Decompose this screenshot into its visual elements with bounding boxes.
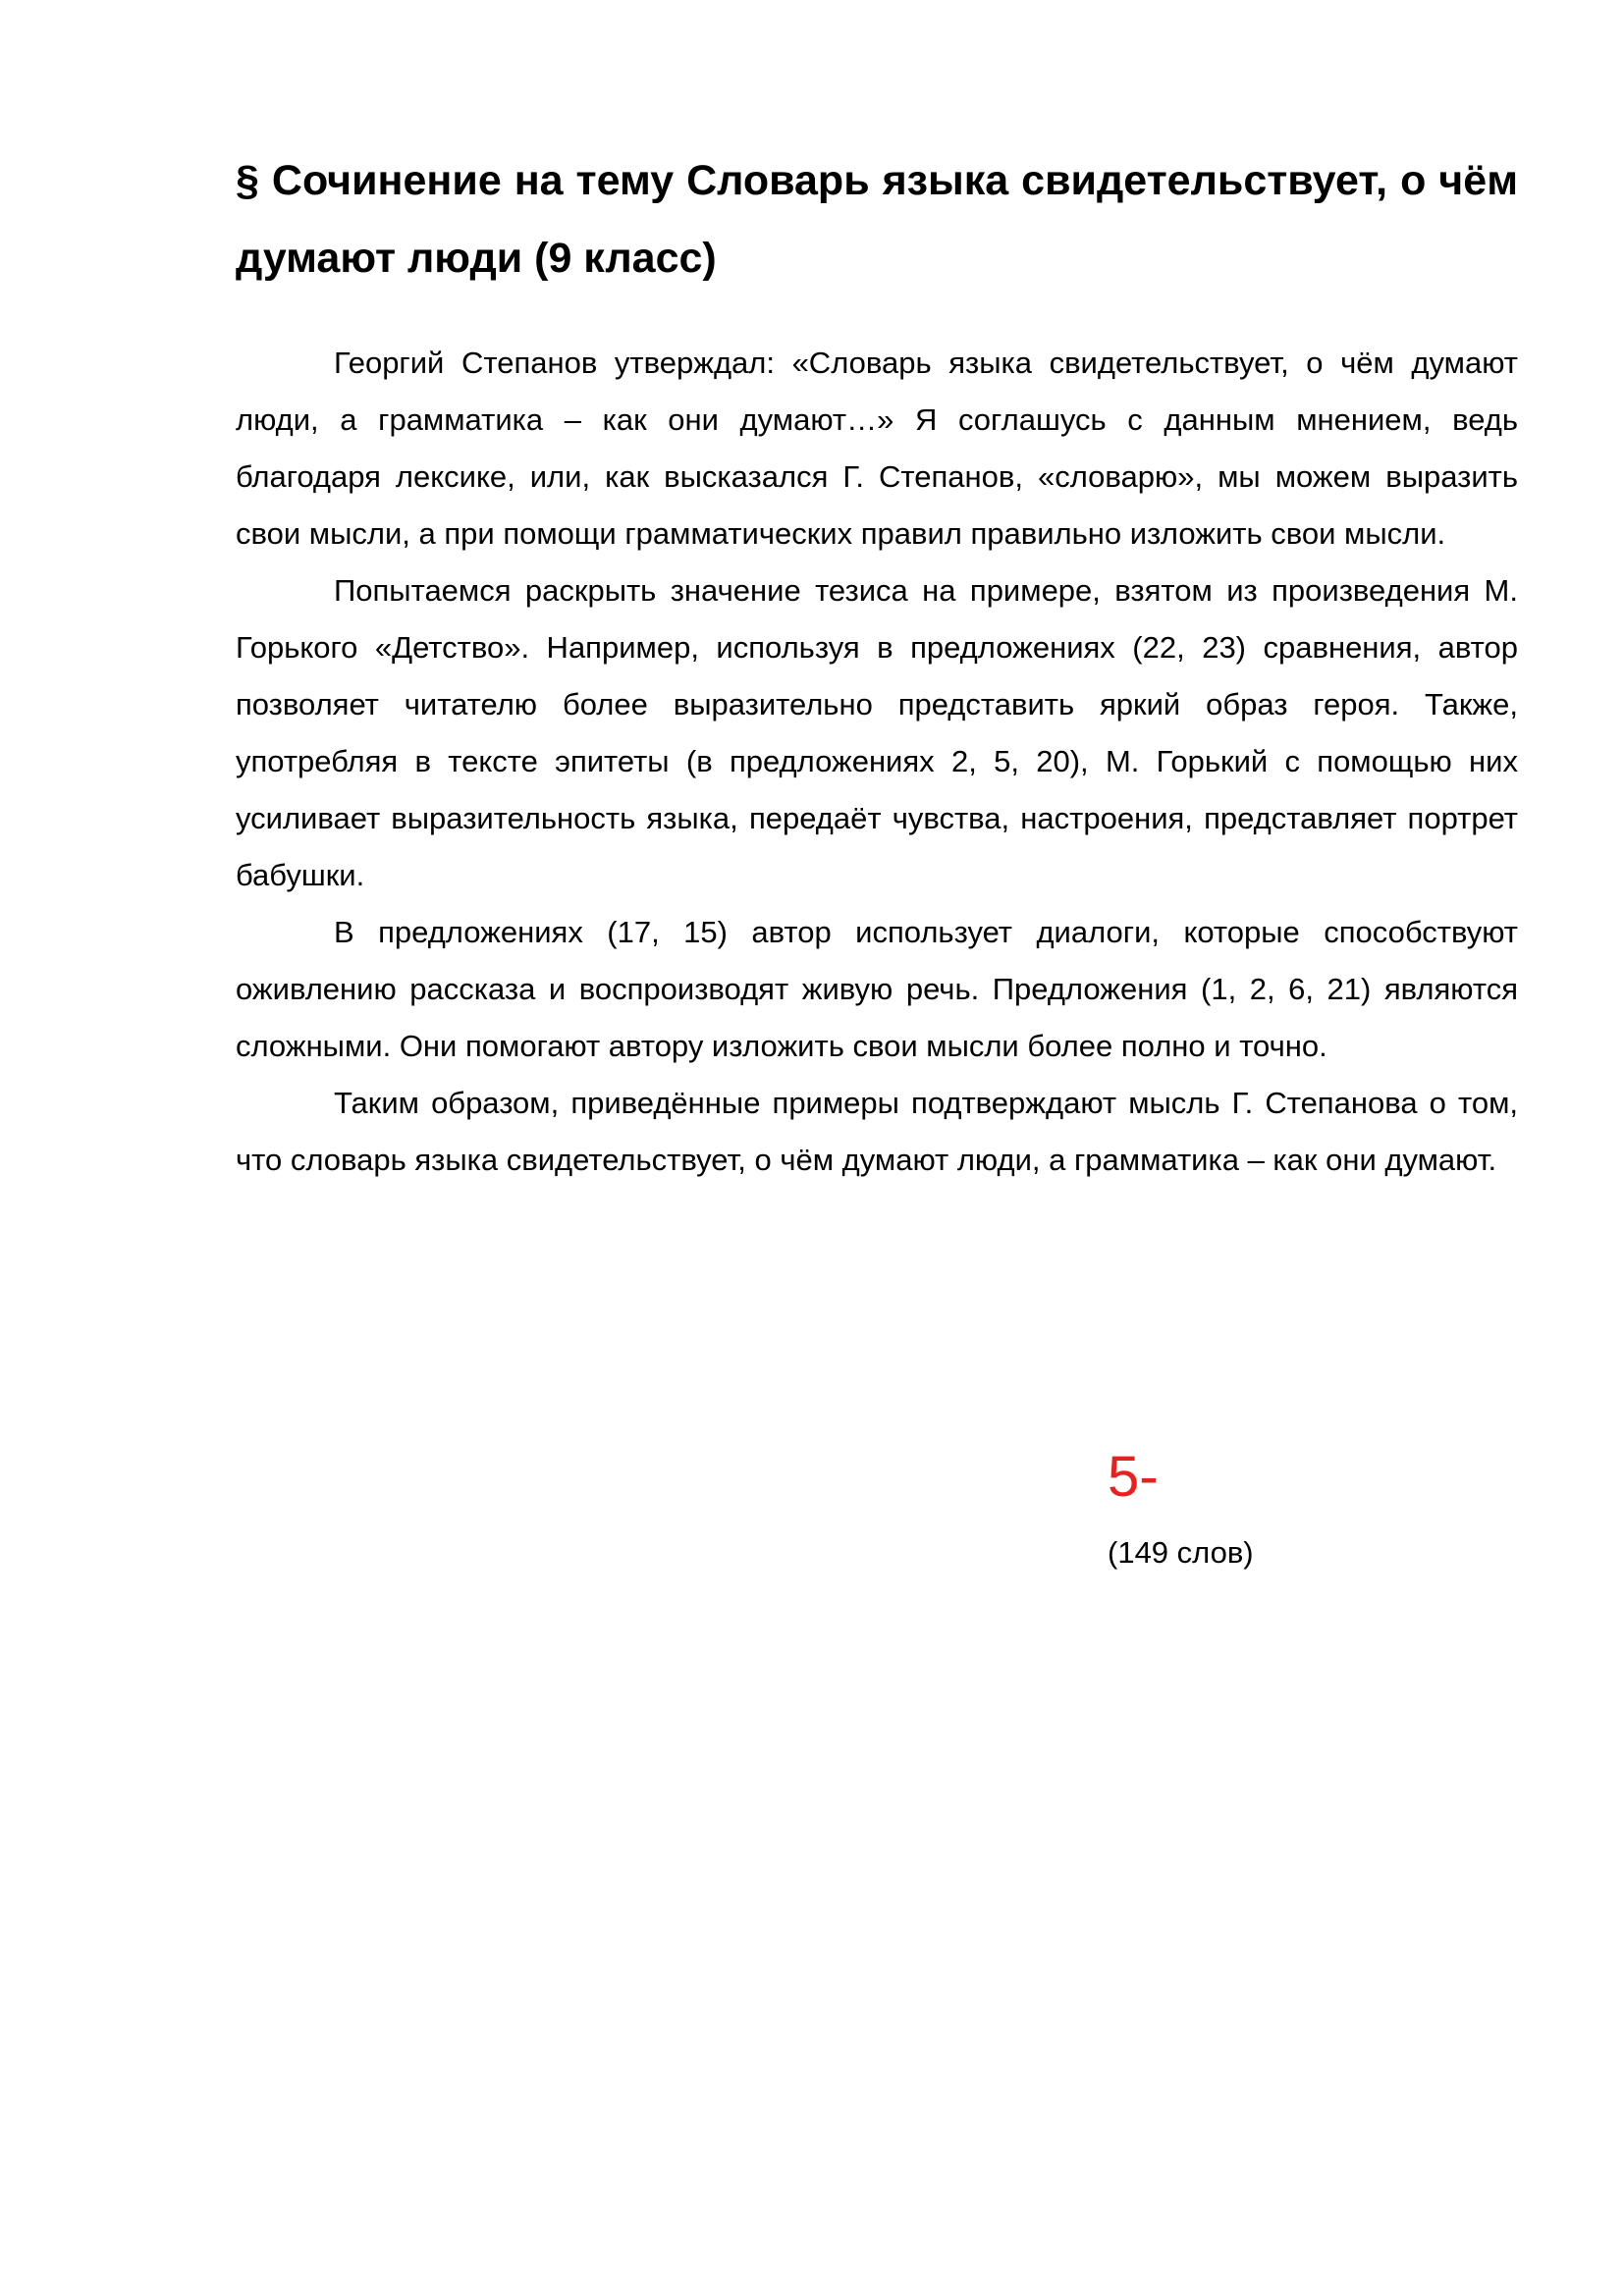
essay-paragraph-2: Попытаемся раскрыть значение тезиса на примере, взятом из произведения М. Горького «Детство». Например, используя в предложениях (22, 23) сравнения, автор позволяет читателю более выразительно представить яркий образ героя. Также, употребляя в тексте эпитеты (в предложениях 2, 5, 20), М. Горький с помощью них усиливает выразительность языка, передаёт чувства, настроения, представляет портрет бабушки.: [236, 573, 1518, 892]
grade-block: [1108, 1438, 1254, 1581]
essay-content: [236, 142, 1518, 1189]
section-mark: §: [236, 157, 259, 204]
essay-title-text: Сочинение на тему Словарь языка свидетельствует, о чём думают люди (9 класс): [236, 157, 1518, 282]
essay-paragraph-3: В предложениях (17, 15) автор использует диалоги, которые способствуют оживлению рассказа и воспроизводят живую речь. Предложения (1, 2, 6, 21) являются сложными. Они помогают автору изложить свои мысли более полно и точно.: [236, 915, 1518, 1063]
word-count: (149 слов): [1108, 1535, 1254, 1570]
grade-mark: 5-: [1108, 1445, 1159, 1509]
essay-title: [236, 142, 1518, 297]
essay-paragraph-4: Таким образом, приведённые примеры подтверждают мысль Г. Степанова о том, что словарь языка свидетельствует, о чём думают люди, а грамматика – как они думают.: [236, 1086, 1518, 1177]
essay-paragraph-1: Георгий Степанов утверждал: «Словарь языка свидетельствует, о чём думают люди, а грамматика – как они думают…» Я соглашусь с данным мнением, ведь благодаря лексике, или, как высказался Г. Степанов, «словарю», мы можем выразить свои мысли, а при помощи грамматических правил правильно изложить свои мысли.: [236, 346, 1518, 551]
